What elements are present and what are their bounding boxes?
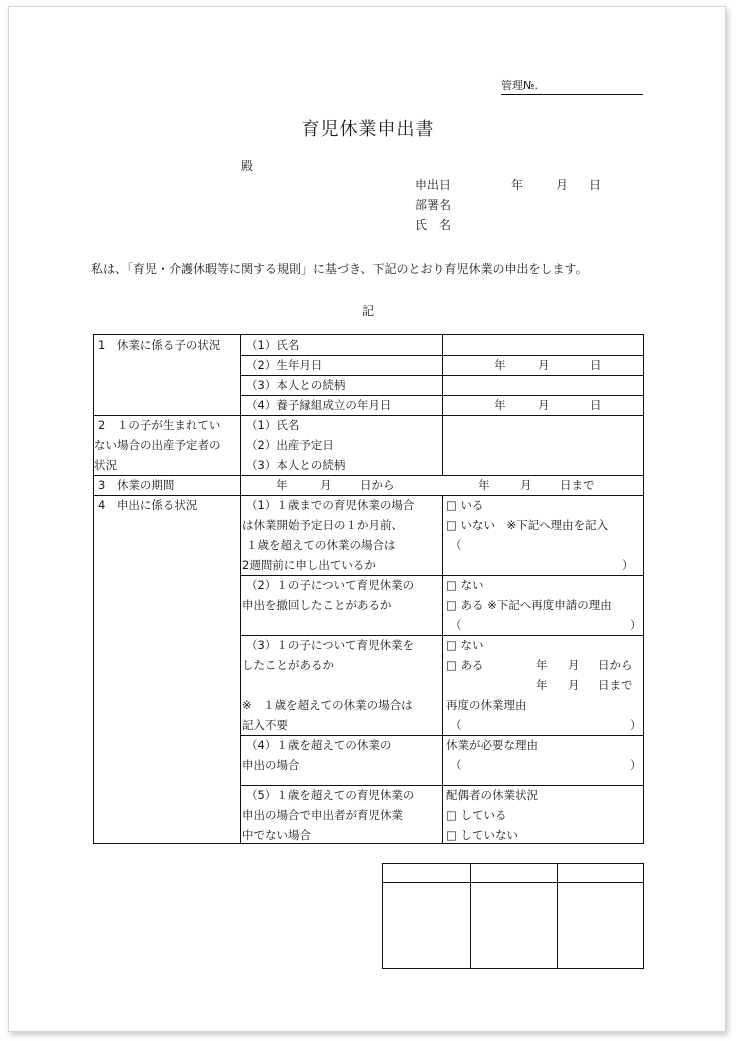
q2-line1: （2）１の子について育児休業の [246, 578, 415, 592]
q3-to-month: 月 [568, 678, 580, 692]
ki-label: 記 [361, 304, 374, 318]
period-from-day: 日から [360, 478, 395, 492]
q4-line2: 申出の場合 [242, 758, 300, 772]
management-number-label: 管理№. [501, 79, 538, 92]
q3-from-month: 月 [568, 658, 580, 672]
q5-option-yes-checkbox[interactable]: □ している [446, 808, 507, 822]
section1-item-name: （1）氏名 [246, 338, 300, 352]
apply-date-day: 日 [589, 178, 602, 192]
section1-item-relation: （3）本人との続柄 [246, 378, 346, 392]
section2-heading-line3: 状況 [94, 458, 117, 472]
q1-line2: は休業開始予定日の１か月前、 [242, 518, 403, 532]
name-label: 氏 名 [415, 218, 452, 232]
approval-header-line [383, 882, 643, 883]
col-divider-2a [442, 335, 443, 476]
q2-option-yes-checkbox[interactable]: □ ある ※下記へ再度申請の理由 [446, 598, 612, 612]
q3-from-day: 日から [598, 658, 633, 672]
q3-to-day: 日まで [598, 678, 633, 692]
q1-line3: １歳を超えての休業の場合は [246, 538, 396, 552]
adopt-year: 年 [494, 398, 506, 412]
q1-option-yes-checkbox[interactable]: □ いる [446, 498, 484, 512]
section2-item-relation: （3）本人との続柄 [246, 458, 346, 472]
q3-option-yes-checkbox[interactable]: □ ある [446, 658, 484, 672]
q3-option-no-checkbox[interactable]: □ ない [446, 638, 484, 652]
section2-heading-line2: ない場合の出産予定者の [94, 438, 221, 452]
section3-heading: 3 休業の期間 [98, 478, 175, 492]
q4-reason-label: 休業が必要な理由 [446, 738, 538, 752]
q3-reason-label: 再度の休業理由 [446, 698, 527, 712]
period-from-month: 月 [320, 478, 332, 492]
birth-day: 日 [590, 358, 602, 372]
col-divider-2b [442, 495, 443, 844]
q1-option-no-checkbox[interactable]: □ いない ※下記へ理由を記入 [446, 518, 609, 532]
section1-item-adoption: （4）養子縁組成立の年月日 [246, 398, 392, 412]
q3-reason-open: （ [450, 718, 462, 732]
adopt-day: 日 [590, 398, 602, 412]
q3-line5: 記入不要 [242, 718, 288, 732]
q5-line1: （5）１歳を超えての育児休業の [246, 788, 415, 802]
section4-heading: 4 申出に係る状況 [98, 498, 198, 512]
form-page [8, 6, 726, 1032]
section1-item-birthdate: （2）生年月日 [246, 358, 323, 372]
apply-date-month: 月 [556, 178, 569, 192]
q4-reason-open: （ [450, 758, 462, 772]
period-to-day: 日まで [560, 478, 595, 492]
period-from-year: 年 [276, 478, 288, 492]
period-to-month: 月 [520, 478, 532, 492]
approval-stamp-boxes [382, 863, 644, 969]
q4-reason-close: ） [630, 758, 642, 772]
period-to-year: 年 [478, 478, 490, 492]
q1-line4: 2週間前に申し出ているか [242, 558, 376, 572]
apply-date-year: 年 [511, 178, 524, 192]
section2-heading-line1: 2 １の子が生まれてい [98, 418, 221, 432]
section1-heading: 1 休業に係る子の状況 [98, 338, 221, 352]
management-number-field[interactable] [501, 77, 643, 95]
q5-status-label: 配偶者の休業状況 [446, 788, 538, 802]
declaration-text: 私は、「育児・介護休暇等に関する規則」に基づき、下記のとおり育児休業の申出をします。 [91, 262, 588, 276]
approval-divider-1 [470, 864, 471, 968]
apply-date-label: 申出日 [415, 178, 452, 192]
q3-line1: （3）１の子について育児休業を [246, 638, 415, 652]
section2-item-due-date: （2）出産予定日 [246, 438, 334, 452]
q3-line4: ※ １歳を超えての休業の場合は [242, 698, 413, 712]
q2-reason-open: （ [450, 618, 462, 632]
department-label: 部署名 [415, 198, 452, 212]
q3-line2: したことがあるか [242, 658, 334, 672]
addressee-label: 殿 [241, 159, 254, 173]
q5-line2: 申出の場合で申出者が育児休業 [242, 808, 403, 822]
section2-item-name: （1）氏名 [246, 418, 300, 432]
q4-line1: （4）１歳を超えての休業の [246, 738, 392, 752]
q1-reason-open: （ [450, 538, 462, 552]
q2-line2: 申出を撤回したことがあるか [242, 598, 392, 612]
birth-year: 年 [494, 358, 506, 372]
q1-line1: （1）１歳までの育児休業の場合 [246, 498, 415, 512]
approval-divider-2 [557, 864, 558, 968]
q2-reason-close: ） [630, 618, 642, 632]
q5-option-no-checkbox[interactable]: □ していない [446, 828, 519, 842]
q3-reason-close: ） [630, 718, 642, 732]
q3-from-year: 年 [536, 658, 548, 672]
application-table [93, 334, 644, 844]
adopt-month: 月 [538, 398, 550, 412]
q5-line3: 中でない場合 [242, 828, 311, 842]
col-divider-1 [240, 335, 241, 844]
q1-reason-close: ） [622, 558, 634, 572]
q3-to-year: 年 [536, 678, 548, 692]
q2-option-no-checkbox[interactable]: □ ない [446, 578, 484, 592]
birth-month: 月 [538, 358, 550, 372]
form-title: 育児休業申出書 [301, 119, 435, 140]
